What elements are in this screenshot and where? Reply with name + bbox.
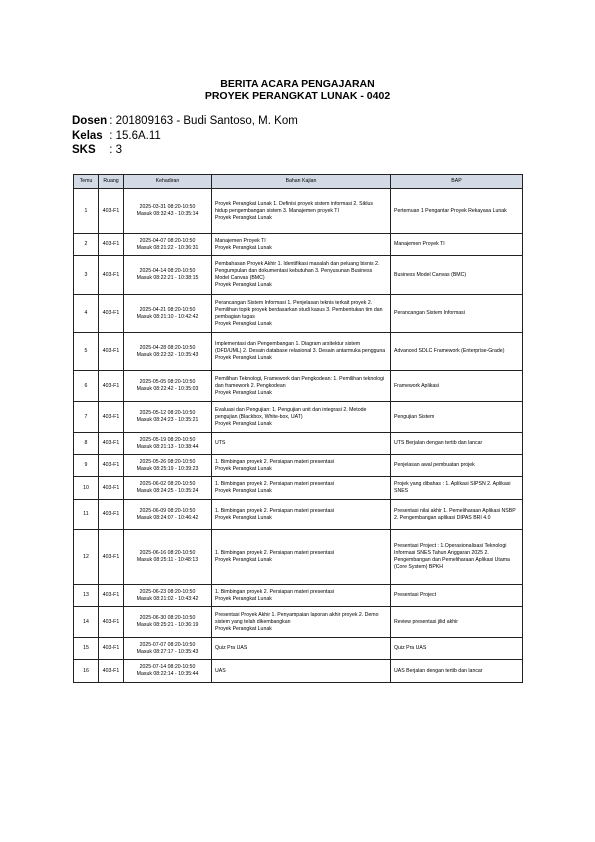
cell-temu: 7 [74, 402, 99, 433]
cell-bap: Manajemen Proyek TI [391, 234, 523, 256]
table-row [74, 402, 523, 433]
cell-bap: Presentasi Project [391, 585, 523, 607]
kelas-label: Kelas [72, 129, 103, 142]
attendance-table [73, 174, 523, 683]
cell-ruang: 403-F1 [99, 189, 124, 234]
cell-bap: Advanced SDLC Framework (Enterprise-Grade) [391, 333, 523, 371]
dosen-label: Dosen [72, 115, 108, 127]
cell-temu: 9 [74, 455, 99, 477]
cell-kehadiran: 2025-05-05 08:20-10:50 Masuk 08:22:42 - 10:35:03 [124, 371, 212, 402]
cell-kehadiran: 2025-03-31 08:20-10:50 Masuk 08:32:43 - 10:35:14 [124, 189, 212, 234]
cell-temu: 2 [74, 234, 99, 256]
cell-temu: 5 [74, 333, 99, 371]
cell-kehadiran: 2025-04-07 08:20-10:50 Masuk 08:21:22 - 10:36:31 [124, 234, 212, 256]
cell-ruang: 403-F1 [99, 234, 124, 256]
cell-temu: 14 [74, 607, 99, 638]
header-kehadiran: Kehadiran [124, 175, 212, 189]
document-title [0, 78, 595, 102]
cell-temu: 8 [74, 433, 99, 455]
cell-ruang: 403-F1 [99, 433, 124, 455]
cell-bap: Business Model Canvas (BMC) [391, 256, 523, 295]
cell-bahan-kajian: UTS [212, 433, 391, 455]
cell-bahan-kajian: Pembahasan Proyek Akhir 1. Identifikasi masalah dan peluang bisnis 2. Pengumpulan dan dokumentasi kebutuhan 3. Penyusunan Business Model Canvas (BMC) Proyek Perangkat Lunak [212, 256, 391, 295]
table-row [74, 455, 523, 477]
cell-bahan-kajian: Quiz Pra UAS [212, 638, 391, 660]
cell-temu: 10 [74, 477, 99, 500]
table-header-row [74, 175, 523, 189]
cell-bahan-kajian: 1. Bimbingan proyek 2. Persiapan materi presentasi Proyek Perangkat Lunak [212, 530, 391, 585]
cell-kehadiran: 2025-06-23 08:20-10:50 Masuk 08:21:02 - 10:43:42 [124, 585, 212, 607]
cell-kehadiran: 2025-06-30 08:20-10:50 Masuk 08:25:21 - 10:36:19 [124, 607, 212, 638]
cell-bahan-kajian: Evaluasi dan Pengujian: 1. Pengujian unit dan integrasi 2. Metode pengujian (Blackbox, White-box, UAT) Proyek Perangkat Lunak [212, 402, 391, 433]
table-row [74, 333, 523, 371]
cell-ruang: 403-F1 [99, 402, 124, 433]
cell-temu: 13 [74, 585, 99, 607]
sks-row [72, 143, 298, 158]
cell-temu: 1 [74, 189, 99, 234]
cell-bap: Penjelasan awal pembuatan projek [391, 455, 523, 477]
dosen-row [72, 114, 298, 129]
kelas-value: : 15.6A.11 [109, 129, 161, 142]
cell-kehadiran: 2025-06-16 08:20-10:50 Masuk 08:25:11 - 10:48:13 [124, 530, 212, 585]
table-row [74, 530, 523, 585]
cell-bahan-kajian: 1. Bimbingan proyek 2. Persiapan materi presentasi Proyek Perangkat Lunak [212, 585, 391, 607]
cell-temu: 3 [74, 256, 99, 295]
table-row [74, 500, 523, 530]
cell-kehadiran: 2025-05-26 08:20-10:50 Masuk 08:25:19 - 10:39:23 [124, 455, 212, 477]
cell-temu: 6 [74, 371, 99, 402]
cell-ruang: 403-F1 [99, 660, 124, 683]
cell-kehadiran: 2025-06-02 08:20-10:50 Masuk 08:24:25 - 10:35:24 [124, 477, 212, 500]
header-bap: BAP [391, 175, 523, 189]
cell-bap: Presentasi nilai akhir 1. Pemeliharaan Aplikasi NSBP 2. Pengembangan aplikasi DIPAS BRI 4.0 [391, 500, 523, 530]
cell-bahan-kajian: Proyek Perangkat Lunak 1. Definisi proyek sistem informasi 2. Siklus hidup pengembangan sistem 3. Manajemen proyek TI Proyek Perangkat Lunak [212, 189, 391, 234]
cell-kehadiran: 2025-04-28 08:20-10:50 Masuk 08:22:32 - 10:35:43 [124, 333, 212, 371]
table-row [74, 295, 523, 333]
cell-bap: Pertemuan 1 Pengantar Proyek Rekayasa Lunak [391, 189, 523, 234]
cell-bahan-kajian: Manajemen Proyek TI Proyek Perangkat Lunak [212, 234, 391, 256]
cell-temu: 16 [74, 660, 99, 683]
cell-ruang: 403-F1 [99, 607, 124, 638]
cell-ruang: 403-F1 [99, 455, 124, 477]
cell-kehadiran: 2025-07-14 08:20-10:50 Masuk 08:22:14 - 10:35:44 [124, 660, 212, 683]
cell-ruang: 403-F1 [99, 477, 124, 500]
dosen-value: : 201809163 - Budi Santoso, M. Kom [109, 115, 298, 127]
cell-kehadiran: 2025-05-12 08:20-10:50 Masuk 08:24:23 - 10:35:21 [124, 402, 212, 433]
table-row [74, 585, 523, 607]
course-meta [72, 114, 298, 158]
cell-kehadiran: 2025-04-14 08:20-10:50 Masuk 08:22:21 - 10:38:15 [124, 256, 212, 295]
sks-value: : 3 [109, 144, 122, 156]
cell-ruang: 403-F1 [99, 585, 124, 607]
kelas-row [72, 129, 298, 144]
table-row [74, 607, 523, 638]
cell-ruang: 403-F1 [99, 500, 124, 530]
cell-bahan-kajian: 1. Bimbingan proyek 2. Persiapan materi presentasi Proyek Perangkat Lunak [212, 455, 391, 477]
cell-bap: UTS Berjalan dengan tertib dan lancar [391, 433, 523, 455]
cell-bahan-kajian: Presentasi Proyek Akhir 1. Penyampaian laporan akhir proyek 2. Demo sistem yang telah dikembangkan Proyek Perangkat Lunak [212, 607, 391, 638]
cell-kehadiran: 2025-04-21 08:20-10:50 Masuk 08:21:10 - 10:42:42 [124, 295, 212, 333]
title-line-1: BERITA ACARA PENGAJARAN [220, 78, 375, 90]
title-line-2: PROYEK PERANGKAT LUNAK - 0402 [204, 90, 391, 102]
cell-kehadiran: 2025-07-07 08:20-10:50 Masuk 08:27:17 - 10:35:43 [124, 638, 212, 660]
table-row [74, 433, 523, 455]
cell-ruang: 403-F1 [99, 530, 124, 585]
cell-ruang: 403-F1 [99, 256, 124, 295]
table-row [74, 477, 523, 500]
cell-bap: Framework Aplikasi [391, 371, 523, 402]
cell-kehadiran: 2025-05-19 08:20-10:50 Masuk 08:21:13 - 10:38:44 [124, 433, 212, 455]
cell-bahan-kajian: Perancangan Sistem Informasi 1. Penjelasan teknis terkait proyek 2. Pemilihan topik proyek berdasarkan studi kasus 3. Pembentukan tim dan pembagian tugas Proyek Perangkat Lunak [212, 295, 391, 333]
cell-bap: UAS Berjalan dengan tertib dan lancar [391, 660, 523, 683]
cell-bahan-kajian: Pemilihan Teknologi, Framework dan Pengkodean: 1. Pemilihan teknologi dan framework 2. Pengkodean Proyek Perangkat Lunak [212, 371, 391, 402]
cell-bahan-kajian: 1. Bimbingan proyek 2. Persiapan materi presentasi Proyek Perangkat Lunak [212, 500, 391, 530]
cell-bap: Pengujian Sistem [391, 402, 523, 433]
cell-temu: 4 [74, 295, 99, 333]
cell-bap: Quiz Pra UAS [391, 638, 523, 660]
header-bahan-kajian: Bahan Kajian [212, 175, 391, 189]
cell-bap: Presentasi Project : 1.Operasionalisasi Teknologi Informasi SNES Tahun Anggaran 2025 2. Pengembangan dan Pemeliharaan Aplikasi Utama (Core System) BPKH [391, 530, 523, 585]
cell-temu: 15 [74, 638, 99, 660]
cell-ruang: 403-F1 [99, 638, 124, 660]
header-ruang: Ruang [99, 175, 124, 189]
cell-bahan-kajian: UAS [212, 660, 391, 683]
table-row [74, 189, 523, 234]
sks-label: SKS [72, 144, 96, 156]
cell-ruang: 403-F1 [99, 333, 124, 371]
table-row [74, 256, 523, 295]
table-row [74, 638, 523, 660]
cell-bahan-kajian: Implementasi dan Pengembangan 1. Diagram arsitektur sistem (DFD/UML) 2. Desain database relasional 3. Desain antarmuka pengguna Proyek Perangkat Lunak [212, 333, 391, 371]
cell-temu: 12 [74, 530, 99, 585]
table-row [74, 371, 523, 402]
cell-bap: Review presentasi jilid akhir [391, 607, 523, 638]
table-row [74, 234, 523, 256]
cell-bahan-kajian: 1. Bimbingan proyek 2. Persiapan materi presentasi Proyek Perangkat Lunak [212, 477, 391, 500]
cell-bap: Projek yang dibahas : 1. Aplikasi SIPSN 2. Aplikasi SNES [391, 477, 523, 500]
cell-bap: Perancangan Sistem Informasi [391, 295, 523, 333]
cell-temu: 11 [74, 500, 99, 530]
cell-kehadiran: 2025-06-09 08:20-10:50 Masuk 08:24:07 - 10:46:42 [124, 500, 212, 530]
table-body [74, 189, 523, 683]
cell-ruang: 403-F1 [99, 295, 124, 333]
cell-ruang: 403-F1 [99, 371, 124, 402]
table-row [74, 660, 523, 683]
header-temu: Temu [74, 175, 99, 189]
